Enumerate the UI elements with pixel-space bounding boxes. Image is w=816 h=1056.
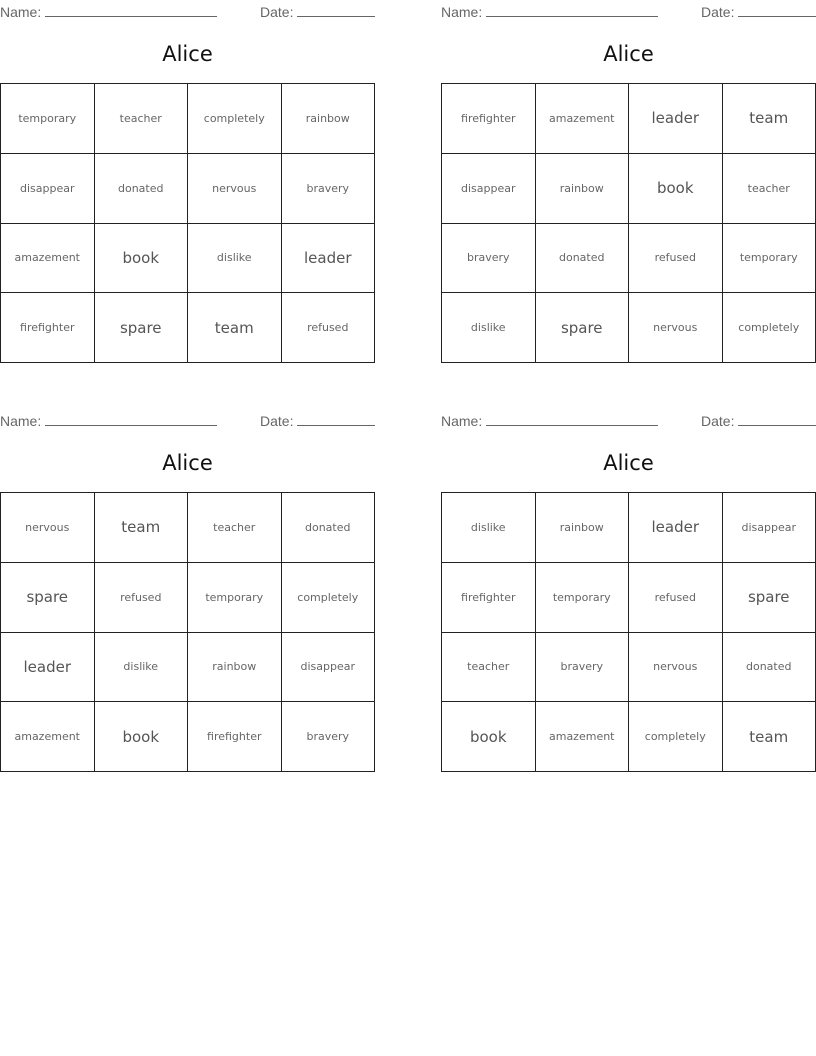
bingo-grid [441,83,816,363]
bingo-cell: bravery [282,702,376,772]
name-field [0,2,217,20]
bingo-cell: refused [95,563,189,633]
bingo-cell: refused [282,293,376,363]
bingo-cell: amazement [1,224,95,294]
bingo-cell: leader [629,84,723,154]
date-blank-line [738,411,816,426]
bingo-cell: disappear [1,154,95,224]
bingo-cell: spare [723,563,816,633]
bingo-card [0,409,375,774]
card-header [0,2,375,20]
date-label: Date: [701,4,735,20]
name-label: Name: [0,4,42,20]
bingo-cell: temporary [1,84,95,154]
bingo-grid [0,492,375,772]
bingo-cell: firefighter [188,702,282,772]
bingo-cell: donated [282,493,376,563]
name-field [0,411,217,429]
card-title: Alice [603,451,654,475]
bingo-cell: dislike [188,224,282,294]
bingo-cell: completely [723,293,816,363]
bingo-cell: team [95,493,189,563]
bingo-cell: nervous [629,293,723,363]
bingo-cell: team [723,84,816,154]
bingo-cell: disappear [282,633,376,703]
date-label: Date: [260,4,294,20]
bingo-cell: bravery [442,224,536,294]
bingo-card [441,409,816,774]
date-field [260,2,375,20]
date-blank-line [297,411,375,426]
bingo-cell: donated [536,224,630,294]
bingo-cell: dislike [442,493,536,563]
bingo-cell: nervous [188,154,282,224]
bingo-cell: temporary [536,563,630,633]
bingo-cell: firefighter [1,293,95,363]
bingo-cell: team [723,702,816,772]
bingo-cell: teacher [442,633,536,703]
name-field [441,2,658,20]
bingo-cell: firefighter [442,84,536,154]
bingo-cell: teacher [95,84,189,154]
date-blank-line [297,2,375,17]
name-field [441,411,658,429]
bingo-cell: refused [629,563,723,633]
bingo-card [441,0,816,365]
bingo-cell: leader [629,493,723,563]
bingo-cell: book [95,702,189,772]
name-label: Name: [0,413,42,429]
name-label: Name: [441,4,483,20]
name-label: Name: [441,413,483,429]
bingo-cell: team [188,293,282,363]
card-header [441,2,816,20]
bingo-cell: temporary [723,224,816,294]
card-title: Alice [162,42,213,66]
bingo-cell: completely [282,563,376,633]
bingo-cell: dislike [442,293,536,363]
bingo-cell: teacher [723,154,816,224]
bingo-cell: rainbow [536,154,630,224]
bingo-cell: leader [282,224,376,294]
date-label: Date: [701,413,735,429]
bingo-cell: spare [1,563,95,633]
bingo-cell: rainbow [536,493,630,563]
bingo-cell: spare [95,293,189,363]
bingo-cell: donated [95,154,189,224]
bingo-cell: amazement [536,84,630,154]
bingo-cell: nervous [1,493,95,563]
card-title: Alice [162,451,213,475]
date-field [260,411,375,429]
date-label: Date: [260,413,294,429]
name-blank-line [486,411,658,426]
date-field [701,411,816,429]
bingo-grid [441,492,816,772]
bingo-cell: temporary [188,563,282,633]
card-header [441,411,816,429]
bingo-cell: disappear [442,154,536,224]
bingo-cell: donated [723,633,816,703]
card-header [0,411,375,429]
bingo-cell: firefighter [442,563,536,633]
bingo-cell: amazement [1,702,95,772]
bingo-cell: dislike [95,633,189,703]
bingo-cell: nervous [629,633,723,703]
bingo-cell: refused [629,224,723,294]
bingo-card [0,0,375,365]
bingo-grid [0,83,375,363]
bingo-cell: leader [1,633,95,703]
name-blank-line [486,2,658,17]
card-title: Alice [603,42,654,66]
bingo-cell: book [442,702,536,772]
bingo-cell: completely [629,702,723,772]
bingo-cell: rainbow [282,84,376,154]
bingo-cell: book [629,154,723,224]
bingo-cell: teacher [188,493,282,563]
bingo-cell: amazement [536,702,630,772]
bingo-cell: bravery [536,633,630,703]
bingo-cell: disappear [723,493,816,563]
date-field [701,2,816,20]
name-blank-line [45,2,217,17]
date-blank-line [738,2,816,17]
bingo-cell: rainbow [188,633,282,703]
bingo-cell: spare [536,293,630,363]
name-blank-line [45,411,217,426]
bingo-cell: book [95,224,189,294]
bingo-cell: bravery [282,154,376,224]
bingo-cell: completely [188,84,282,154]
